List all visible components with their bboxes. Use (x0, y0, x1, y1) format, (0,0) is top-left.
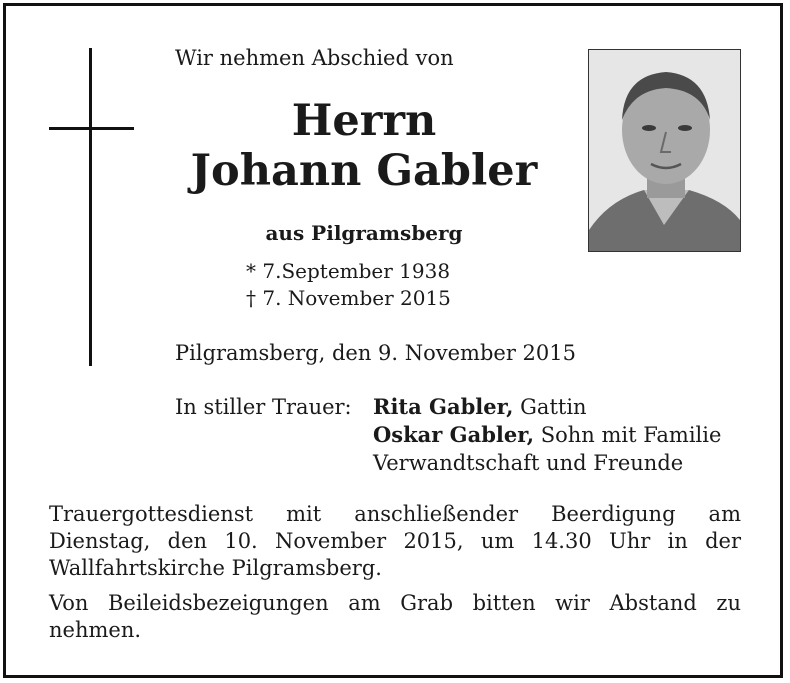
honorific: Herrn (291, 96, 437, 146)
mourner-relation: Sohn mit Familie (534, 423, 722, 447)
mourner-relation: Verwandtschaft und Freunde (373, 451, 684, 475)
life-dates (246, 258, 451, 312)
mourning-label: In stiller Trauer: (175, 395, 352, 419)
mourner-name: Rita Gabler, (373, 394, 514, 419)
cross-icon (89, 48, 92, 366)
mourners-list (373, 393, 721, 477)
origin: aus Pilgramsberg (265, 221, 463, 245)
cross-icon-bar (49, 127, 134, 130)
mourner-relation: Gattin (513, 395, 587, 419)
intro-text: Wir nehmen Abschied von (175, 46, 454, 70)
portrait-photo (588, 49, 741, 252)
deceased-name-block (150, 96, 578, 196)
deceased-name: Johann Gabler (190, 146, 538, 196)
condolence-note: Von Beileidsbezeigungen am Grab bitten wir Abstand zu nehmen. (49, 591, 741, 642)
death-date: † 7. November 2015 (246, 286, 451, 310)
mourner-item (373, 449, 721, 477)
place-date: Pilgramsberg, den 9. November 2015 (175, 341, 576, 365)
birth-date: * 7.September 1938 (246, 259, 451, 283)
mourner-item (373, 421, 721, 449)
funeral-service-text: Trauergottesdienst mit anschließender Beerdigung am Dienstag, den 10. November 2015, um 14.30 Uhr in der Wallfahrtskirche Pilgramsberg. (49, 502, 741, 580)
mourner-name: Oskar Gabler, (373, 422, 535, 447)
mourner-item (373, 393, 721, 421)
